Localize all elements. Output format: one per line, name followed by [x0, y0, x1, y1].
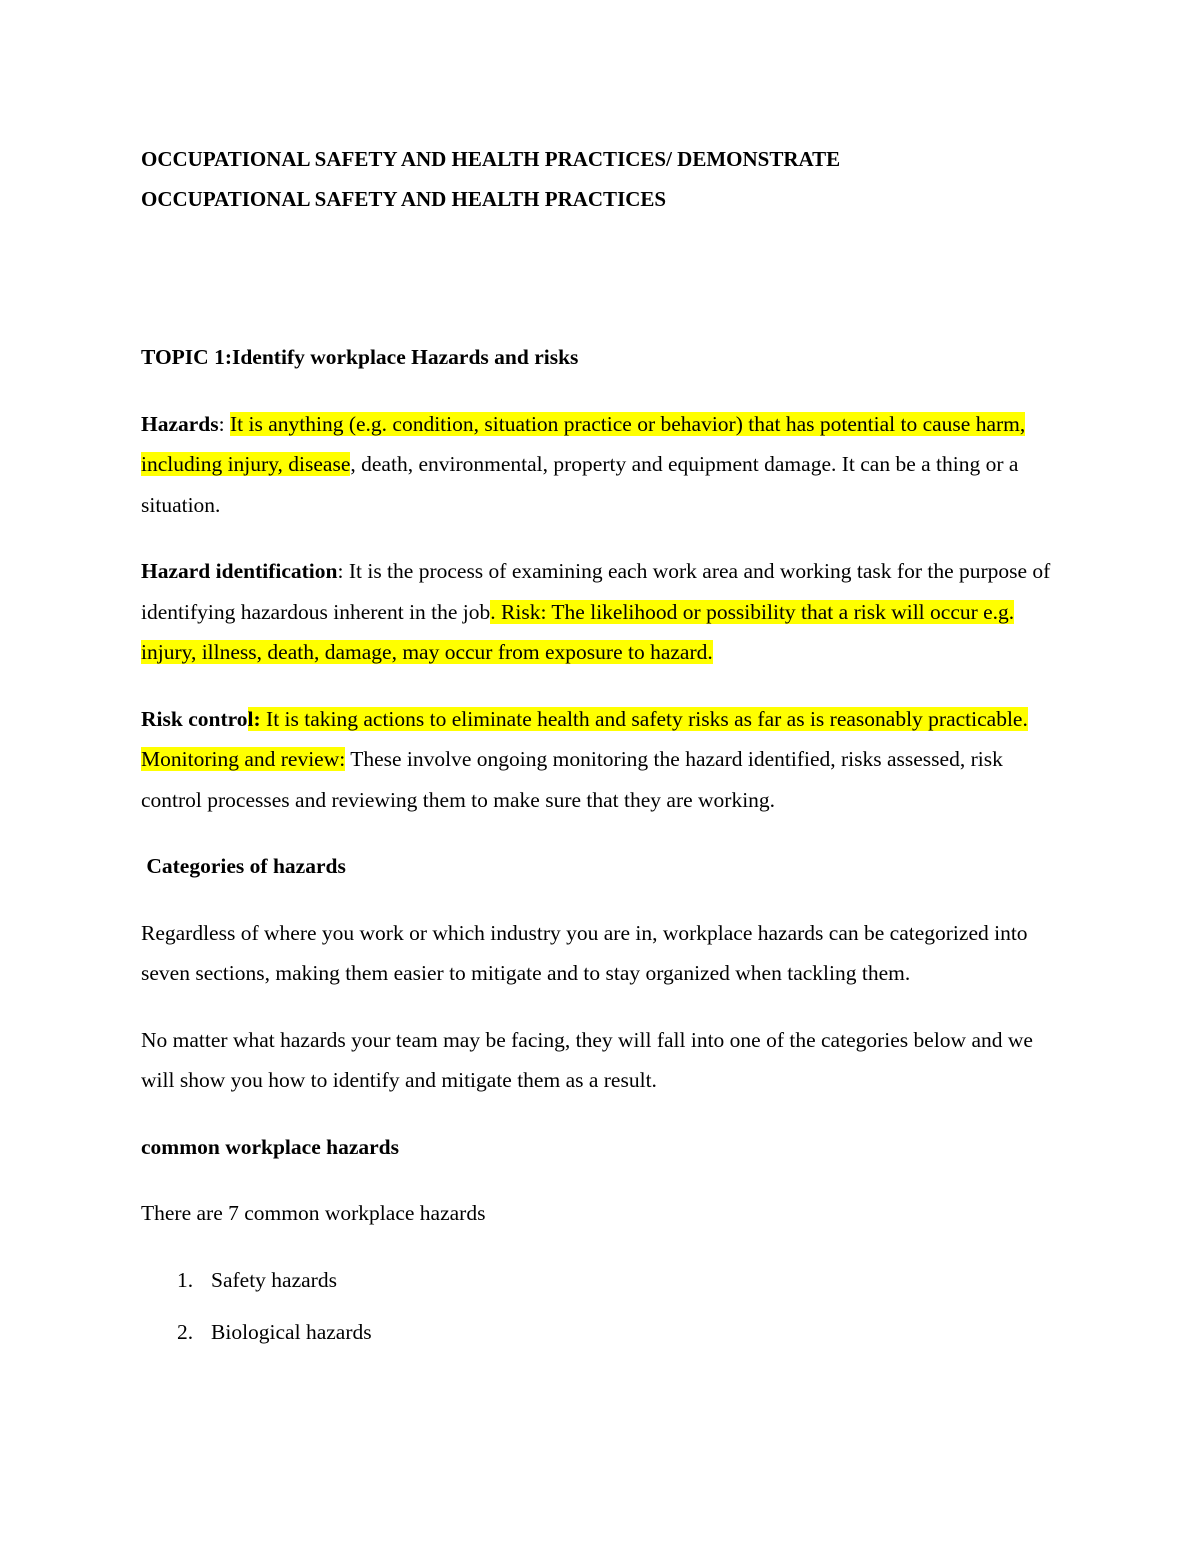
categories-heading: Categories of hazards — [141, 854, 346, 878]
title-line-1: OCCUPATIONAL SAFETY AND HEALTH PRACTICES/ DEMONSTRATE — [141, 147, 841, 171]
hazards-colon: : — [218, 411, 230, 436]
monitoring-review-text: These involve ongoing monitoring the hazard identified, risks assessed, risk control processes and reviewing them to make sure that they are working. — [141, 747, 1003, 812]
hazard-list — [141, 1260, 1061, 1353]
list-item — [141, 1312, 1061, 1353]
hazard-identification-term: Hazard identification — [141, 559, 338, 583]
risk-control-term-highlighted: l: — [247, 706, 261, 731]
list-item — [141, 1260, 1061, 1301]
hazards-paragraph — [141, 404, 1061, 526]
categories-paragraph-2: No matter what hazards your team may be facing, they will fall into one of the categories below and we will show you how to identify and mitigate them as a result. — [141, 1027, 1033, 1092]
hazards-rest-text: , death, environmental, property and equipment damage. It can be a thing or a situation. — [141, 452, 1019, 517]
hazards-term: Hazards — [141, 411, 219, 436]
topic-heading: TOPIC 1:Identify workplace Hazards and risks — [141, 345, 579, 369]
list-item-label: Biological hazards — [211, 1320, 372, 1344]
common-hazards-heading: common workplace hazards — [141, 1134, 399, 1159]
risk-control-paragraph — [141, 699, 1061, 821]
list-item-number: 1. — [177, 1267, 194, 1292]
risk-control-highlighted-text: It is taking actions to eliminate health and safety risks as far as is reasonably practicable. Monitoring and review: — [141, 706, 1028, 771]
common-hazards-intro: There are 7 common workplace hazards — [141, 1201, 486, 1225]
risk-definition-highlighted: . Risk: The likelihood or possibility that a risk will occur e.g. injury, illness, death, damage, may occur from exposure to hazard. — [141, 599, 1015, 664]
categories-paragraph-1: Regardless of where you work or which industry you are in, workplace hazards can be categorized into seven sections, making them easier to mitigate and to stay organized when tackling them. — [141, 920, 1028, 985]
risk-control-term: Risk contro — [141, 706, 248, 731]
list-item-number: 2. — [177, 1320, 194, 1344]
hazard-identification-paragraph — [141, 551, 1061, 673]
title-line-2: OCCUPATIONAL SAFETY AND HEALTH PRACTICES — [141, 187, 667, 211]
hazards-highlighted-text: It is anything (e.g. condition, situation practice or behavior) that has potential to cause harm, including injury, disease — [141, 411, 1026, 476]
list-item-label: Safety hazards — [211, 1267, 337, 1292]
document-body — [141, 139, 1061, 1353]
document-title — [141, 139, 1061, 219]
hazard-identification-text: : It is the process of examining each work area and working task for the purpose of identifying hazardous inherent in the job — [141, 559, 1051, 624]
